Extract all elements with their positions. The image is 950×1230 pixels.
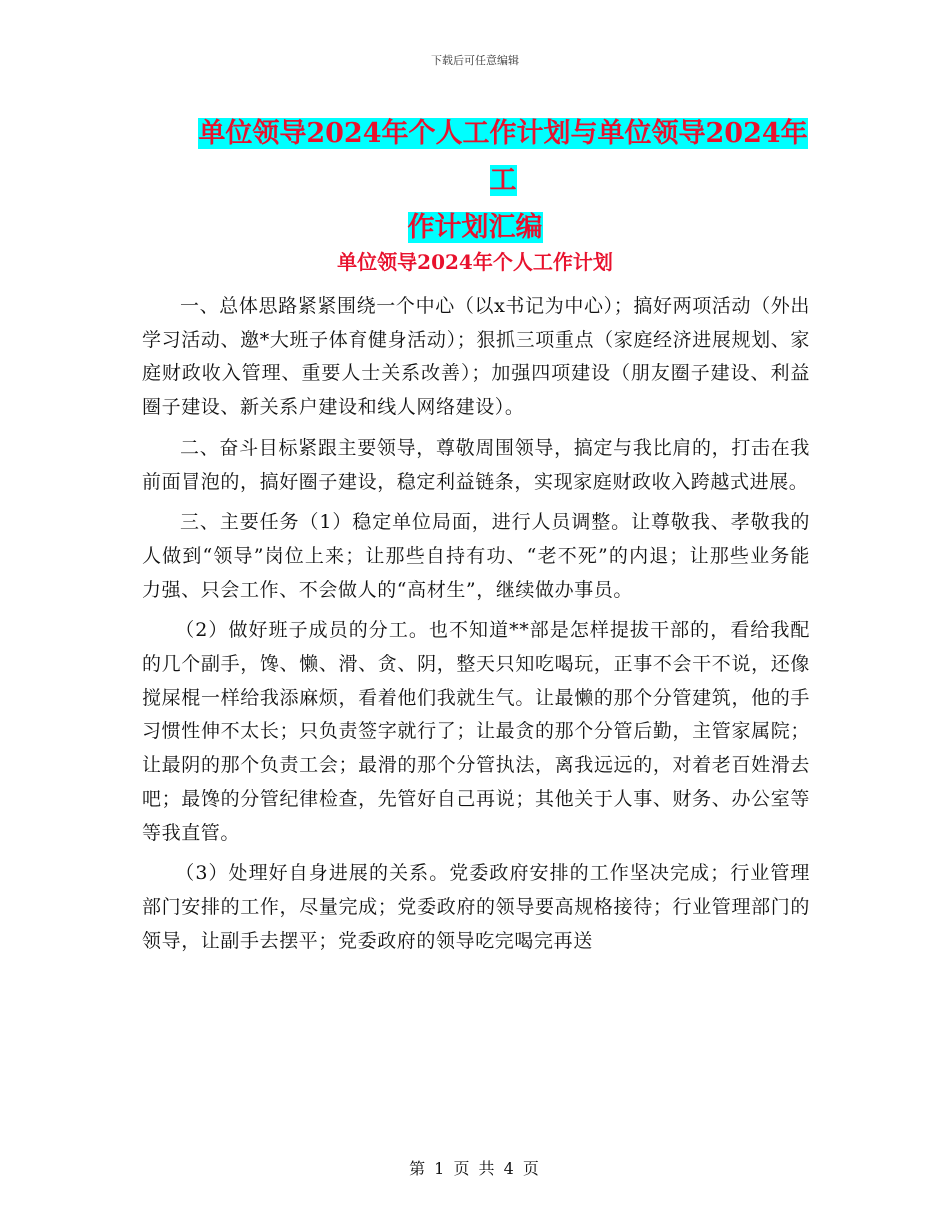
paragraph-5: （3）处理好自身进展的关系。党委政府安排的工作坚决完成；行业管理部门安排的工作，尽量完成；党委政府的领导要高规格接待；行业管理部门的领导，让副手去摆平；党委政府的领导吃完喝完再送	[142, 862, 810, 952]
paragraph-1: 一、总体思路紧紧围绕一个中心（以x书记为中心）；搞好两项活动（外出学习活动、邀*大班子体育健身活动）；狠抓三项重点（家庭经济进展规划、家庭财政收入管理、重要人士关系改善）；加强四项建设（朋友圈子建设、利益圈子建设、新关系户建设和线人网络建设）。	[142, 295, 810, 419]
title-highlight-2: 作计划汇编	[407, 212, 543, 243]
title-highlight-1: 单位领导2024年个人工作计划与单位领导2024年工	[198, 118, 808, 196]
document-body	[142, 290, 810, 965]
paragraph-2: 二、奋斗目标紧跟主要领导，尊敬周围领导，搞定与我比肩的，打击在我前面冒泡的，搞好圈子建设，稳定利益链条，实现家庭财政收入跨越式进展。	[142, 436, 810, 493]
page-number-footer: 第 1 页 共 4 页	[409, 1159, 541, 1178]
paragraph-3: 三、主要任务（1）稳定单位局面，进行人员调整。让尊敬我、孝敬我的人做到“领导”岗位上来；让那些自持有功、“老不死”的内退；让那些业务能力强、只会工作、不会做人的“高材生”，继续做办事员。	[142, 511, 810, 601]
paragraph-4: （2）做好班子成员的分工。也不知道**部是怎样提拔干部的，看给我配的几个副手，馋、懒、滑、贪、阴，整天只知吃喝玩，正事不会干不说，还像搅屎棍一样给我添麻烦，看着他们我就生气。让最懒的那个分管建筑，他的手习惯性伸不太长；只负责签字就行了；让最贪的那个分管后勤，主管家属院；让最阴的那个负责工会；最滑的那个分管执法，离我远远的，对着老百姓滑去吧；最馋的分管纪律检查，先管好自己再说；其他关于人事、财务、办公室等等我直管。	[142, 619, 810, 844]
document-title-line-2	[408, 212, 543, 243]
section-title: 单位领导2024年个人工作计划	[337, 250, 613, 274]
header-note: 下载后可任意编辑	[431, 54, 519, 67]
document-title	[140, 110, 810, 251]
document-title-line-1	[140, 110, 810, 204]
